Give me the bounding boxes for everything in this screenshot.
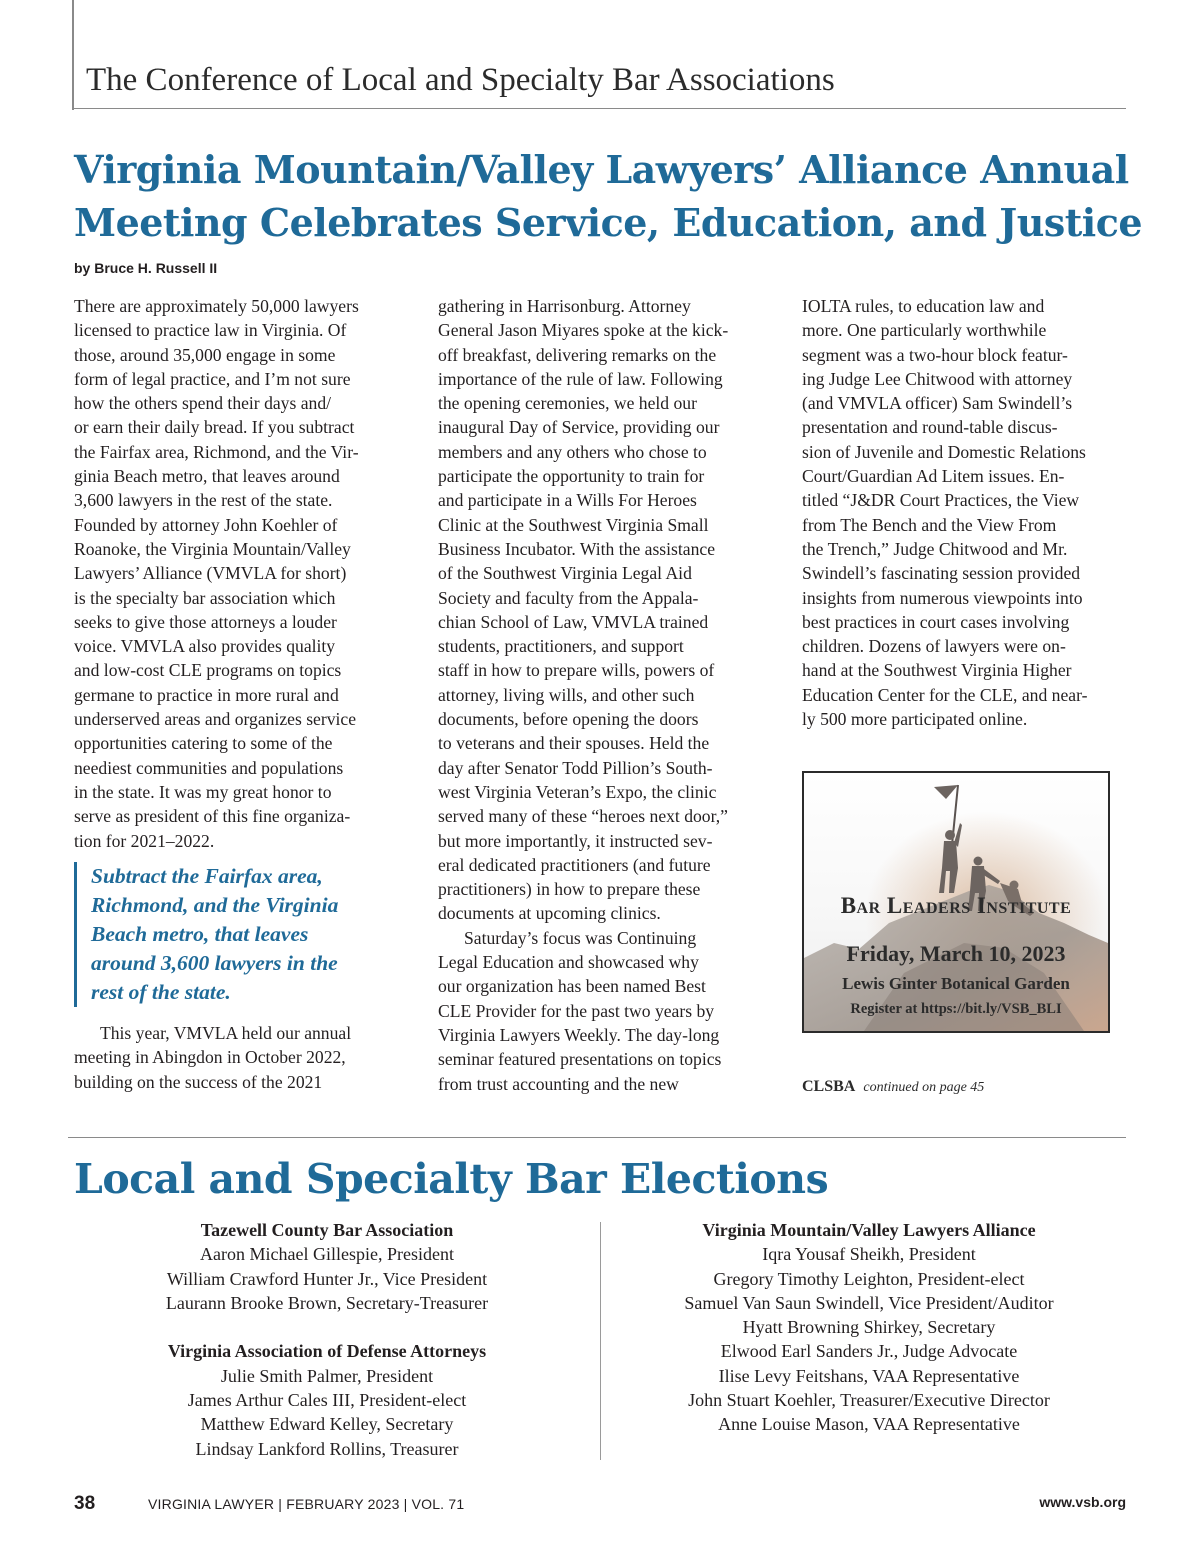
text-line: presentation and round-table discus- — [802, 417, 1058, 438]
text-line: building on the success of the 2021 — [74, 1071, 323, 1092]
elections-left-column — [97, 1218, 557, 1461]
headline-line: Meeting Celebrates Service, Education, and Justice — [74, 200, 1143, 245]
elections-title: Local and Specialty Bar Elections — [74, 1155, 829, 1203]
text-line: gathering in Harrisonburg. Attorney — [438, 296, 691, 316]
text-line: sion of Juvenile and Domestic Relations — [802, 441, 1086, 462]
text-line: General Jason Miyares spoke at the kick- — [438, 320, 729, 341]
text-line: neediest communities and populations — [74, 757, 344, 778]
text-line: serve as president of this fine organiza- — [74, 806, 351, 827]
pull-quote — [74, 862, 391, 1007]
text-line: west Virginia Veteran’s Expo, the clinic — [438, 781, 717, 802]
text-line: the Trench,” Judge Chitwood and Mr. — [802, 538, 1068, 559]
ad-register-link[interactable]: Register at https://bit.ly/VSB_BLI — [850, 1001, 1062, 1017]
text-line: of the Southwest Virginia Legal Aid — [438, 563, 692, 584]
text-line: around 3,600 lawyers in the — [91, 951, 338, 975]
text-line: and low-cost CLE programs on topics — [74, 660, 342, 681]
text-line: those, around 35,000 engage in some — [74, 344, 336, 365]
text-line: opportunities catering to some of the — [74, 733, 333, 754]
text-line: Society and faculty from the Appala- — [438, 587, 699, 608]
headline-line: Virginia Mountain/Valley Lawyers’ Alliance Annual — [74, 147, 1129, 192]
text-line: from The Bench and the View From — [802, 514, 1057, 535]
text-line: Education Center for the CLE, and near- — [802, 684, 1088, 705]
section-rule-horizontal — [72, 108, 1126, 109]
text-line: or earn their daily bread. If you subtract — [74, 417, 355, 438]
text-line: Virginia Lawyers Weekly. The day-long — [438, 1024, 720, 1045]
website-link[interactable]: www.vsb.org — [1039, 1494, 1126, 1510]
text-line: our organization has been named Best — [438, 976, 706, 997]
article-column-1-continued — [74, 1021, 414, 1094]
officer-entry: Samuel Van Saun Swindell, Vice President/Auditor — [684, 1292, 1054, 1313]
text-line: how the others spend their days and/ — [74, 393, 332, 414]
officer-entry: James Arthur Cales III, President-elect — [187, 1390, 467, 1411]
officer-entry: Aaron Michael Gillespie, President — [200, 1244, 454, 1265]
bar-leaders-institute-ad[interactable] — [802, 771, 1110, 1033]
text-line: (and VMVLA officer) Sam Swindell’s — [802, 393, 1073, 414]
text-line: best practices in court cases involving — [802, 611, 1070, 632]
officer-entry: Elwood Earl Sanders Jr., Judge Advocate — [720, 1341, 1018, 1362]
elections-right-column — [634, 1218, 1104, 1437]
text-line: in the state. It was my great honor to — [74, 781, 332, 802]
text-line: Saturday’s focus was Continuing — [464, 927, 697, 948]
text-line: form of legal practice, and I’m not sure — [74, 368, 351, 389]
text-line: inaugural Day of Service, providing our — [438, 417, 720, 438]
text-line: staff in how to prepare wills, powers of — [438, 660, 715, 681]
officer-entry: Anne Louise Mason, VAA Representative — [718, 1414, 1020, 1435]
continued-text: continued on page 45 — [863, 1080, 985, 1095]
text-line: Beach metro, that leaves — [91, 922, 309, 946]
text-line: Legal Education and showcased why — [438, 952, 699, 973]
text-line: more. One particularly worthwhile — [802, 320, 1047, 341]
association-name: Virginia Mountain/Valley Lawyers Alliance — [702, 1220, 1036, 1240]
text-line: served many of these “heroes next door,” — [438, 806, 728, 827]
text-line: Clinic at the Southwest Virginia Small — [438, 514, 709, 535]
paragraph — [74, 1021, 414, 1094]
text-line: insights from numerous viewpoints into — [802, 587, 1083, 608]
continued-note — [802, 1078, 984, 1096]
continued-label: CLSBA — [802, 1078, 856, 1095]
text-line: This year, VMVLA held our annual — [100, 1023, 352, 1043]
spacer — [97, 1315, 557, 1339]
text-line: underserved areas and organizes service — [74, 709, 357, 730]
text-line: to veterans and their spouses. Held the — [438, 733, 710, 754]
byline: by Bruce H. Russell II — [74, 260, 218, 276]
text-line: children. Dozens of lawyers were on- — [802, 636, 1066, 657]
section-rule-vertical — [72, 0, 74, 110]
officer-entry: Laurann Brooke Brown, Secretary-Treasurer — [165, 1292, 489, 1313]
text-line: practitioners) in how to prepare these — [438, 879, 701, 900]
text-line: Richmond, and the Virginia — [91, 893, 339, 917]
association-name: Tazewell County Bar Association — [200, 1220, 454, 1240]
page-number: 38 — [74, 1493, 96, 1514]
text-line: 3,600 lawyers in the rest of the state. — [74, 490, 333, 511]
text-line: seeks to give those attorneys a louder — [74, 611, 337, 632]
text-line: day after Senator Todd Pillion’s South- — [438, 757, 713, 778]
article-column-3 — [802, 294, 1142, 731]
article-column-2 — [438, 294, 778, 1096]
officer-entry: Lindsay Lankford Rollins, Treasurer — [195, 1438, 459, 1459]
magazine-info: VIRGINIA LAWYER | FEBRUARY 2023 | VOL. 71 — [148, 1496, 465, 1512]
officer-entry: William Crawford Hunter Jr., Vice President — [166, 1268, 488, 1289]
text-line: rest of the state. — [91, 980, 231, 1004]
section-title: The Conference of Local and Specialty Bar Associations — [86, 62, 835, 98]
text-line: documents at upcoming clinics. — [438, 903, 661, 924]
text-line: the opening ceremonies, we held our — [438, 393, 697, 414]
text-line: hand at the Southwest Virginia Higher — [802, 660, 1072, 681]
text-line: segment was a two-hour block featur- — [802, 344, 1068, 365]
text-line: There are approximately 50,000 lawyers — [74, 296, 359, 316]
officer-entry: Julie Smith Palmer, President — [220, 1365, 434, 1386]
text-line: meeting in Abingdon in October 2022, — [74, 1047, 346, 1068]
text-line: CLE Provider for the past two years by — [438, 1000, 715, 1021]
text-line: germane to practice in more rural and — [74, 684, 339, 705]
text-line: importance of the rule of law. Following — [438, 368, 723, 389]
text-line: off breakfast, delivering remarks on the — [438, 344, 717, 365]
text-line: Founded by attorney John Koehler of — [74, 514, 338, 535]
text-line: but more importantly, it instructed sev- — [438, 830, 713, 851]
text-line: titled “J&DR Court Practices, the View — [802, 490, 1080, 511]
article-headline — [74, 143, 1143, 249]
officer-entry: Iqra Yousaf Sheikh, President — [762, 1244, 976, 1265]
text-line: is the specialty bar association which — [74, 587, 336, 608]
article-column-1 — [74, 294, 414, 853]
text-line: voice. VMVLA also provides quality — [74, 636, 336, 657]
officer-entry: John Stuart Koehler, Treasurer/Executive Director — [688, 1390, 1050, 1411]
officer-entry: Matthew Edward Kelley, Secretary — [200, 1414, 454, 1435]
text-line: Subtract the Fairfax area, — [91, 864, 323, 888]
elections-rule — [68, 1137, 1126, 1138]
text-line: chian School of Law, VMVLA trained — [438, 611, 709, 632]
ad-date: Friday, March 10, 2023 — [846, 941, 1066, 966]
text-line: licensed to practice law in Virginia. Of — [74, 320, 347, 341]
text-line: Lawyers’ Alliance (VMVLA for short) — [74, 563, 347, 584]
paragraph — [74, 294, 414, 853]
text-line: ing Judge Lee Chitwood with attorney — [802, 368, 1073, 389]
text-line: seminar featured presentations on topics — [438, 1049, 722, 1070]
officer-entry: Ilise Levy Feitshans, VAA Representative — [718, 1365, 1020, 1386]
text-line: eral dedicated practitioners (and future — [438, 854, 711, 875]
paragraph — [438, 294, 778, 926]
text-line: attorney, living wills, and other such — [438, 684, 695, 705]
text-line: Swindell’s fascinating session provided — [802, 563, 1081, 584]
paragraph — [802, 294, 1142, 731]
officer-entry: Hyatt Browning Shirkey, Secretary — [742, 1317, 996, 1338]
ad-venue: Lewis Ginter Botanical Garden — [842, 974, 1070, 993]
text-line: IOLTA rules, to education law and — [802, 296, 1045, 316]
text-line: Roanoke, the Virginia Mountain/Valley — [74, 538, 351, 559]
elections-divider — [600, 1222, 601, 1460]
text-line: members and any others who chose to — [438, 441, 707, 462]
text-line: Business Incubator. With the assistance — [438, 538, 715, 559]
text-line: tion for 2021–2022. — [74, 830, 215, 851]
text-line: students, practitioners, and support — [438, 636, 684, 657]
text-line: and participate in a Wills For Heroes — [438, 490, 697, 511]
text-line: participate the opportunity to train for — [438, 466, 705, 487]
ad-title: Bar Leaders Institute — [840, 893, 1072, 918]
officer-entry: Gregory Timothy Leighton, President-elect — [713, 1268, 1025, 1289]
text-line: the Fairfax area, Richmond, and the Vir- — [74, 441, 359, 462]
paragraph — [438, 926, 778, 1096]
text-line: ginia Beach metro, that leaves around — [74, 466, 340, 487]
text-line: ly 500 more participated online. — [802, 709, 1028, 730]
text-line: documents, before opening the doors — [438, 709, 699, 730]
text-line: Court/Guardian Ad Litem issues. En- — [802, 466, 1065, 487]
association-name: Virginia Association of Defense Attorneys — [167, 1341, 487, 1362]
text-line: from trust accounting and the new — [438, 1073, 679, 1094]
